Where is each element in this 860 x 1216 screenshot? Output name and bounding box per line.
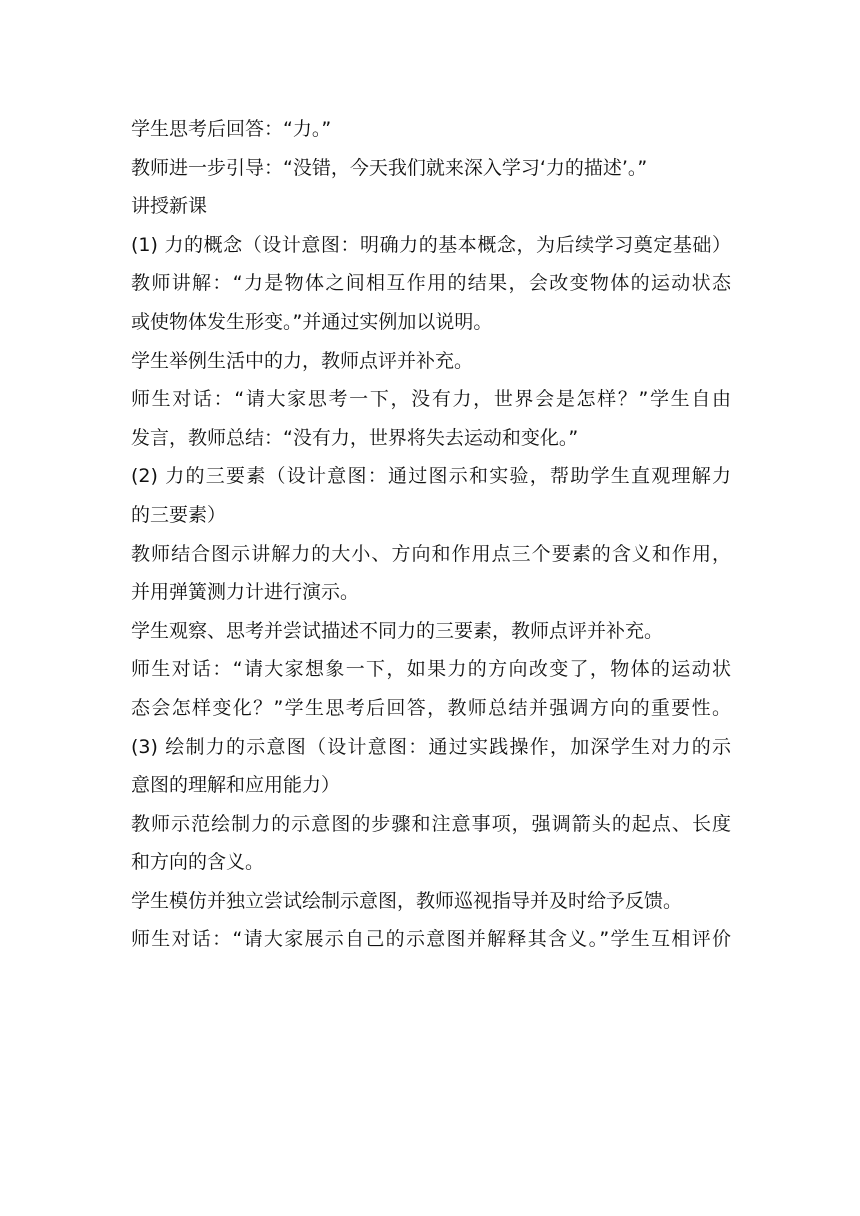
text-line: 师生对话：“请大家思考一下，没有力，世界会是怎样？”学生自由	[131, 388, 731, 411]
text-line: 和方向的含义。	[131, 851, 265, 874]
text-line: 教师示范绘制力的示意图的步骤和注意事项，强调箭头的起点、长度	[131, 812, 731, 835]
text-line: 并用弹簧测力计进行演示。	[131, 581, 360, 604]
text-line: 态会怎样变化？”学生思考后回答，教师总结并强调方向的重要性。	[131, 696, 731, 719]
text-line: 或使物体发生形变。”并通过实例加以说明。	[131, 310, 493, 333]
document-body	[131, 110, 731, 959]
text-line: 学生观察、思考并尝试描述不同力的三要素，教师点评并补充。	[131, 619, 664, 642]
text-line: 学生举例生活中的力，教师点评并补充。	[131, 349, 474, 372]
section-heading: 讲授新课	[131, 195, 208, 218]
subsection-heading: (1) 力的概念（设计意图：明确力的基本概念，为后续学习奠定基础）	[131, 233, 731, 256]
text-line: 学生模仿并独立尝试绘制示意图，教师巡视指导并及时给予反馈。	[131, 889, 683, 912]
text-line: 意图的理解和应用能力）	[131, 774, 341, 797]
text-line: 发言，教师总结：“没有力，世界将失去运动和变化。”	[131, 426, 579, 449]
subsection-heading: (2) 力的三要素（设计意图：通过图示和实验，帮助学生直观理解力	[131, 465, 731, 488]
text-line: 教师进一步引导：“没错，今天我们就来深入学习‘力的描述’。”	[131, 156, 648, 179]
text-line: 教师结合图示讲解力的大小、方向和作用点三个要素的含义和作用，	[131, 542, 731, 565]
text-line: 的三要素）	[131, 503, 227, 526]
subsection-heading: (3) 绘制力的示意图（设计意图：通过实践操作，加深学生对力的示	[131, 735, 731, 758]
text-line: 学生思考后回答：“力。”	[131, 118, 332, 140]
text-line: 教师讲解：“力是物体之间相互作用的结果，会改变物体的运动状态	[131, 272, 731, 295]
text-line: 师生对话：“请大家想象一下，如果力的方向改变了，物体的运动状	[131, 658, 731, 681]
text-line: 师生对话：“请大家展示自己的示意图并解释其含义。”学生互相评价	[131, 928, 731, 951]
